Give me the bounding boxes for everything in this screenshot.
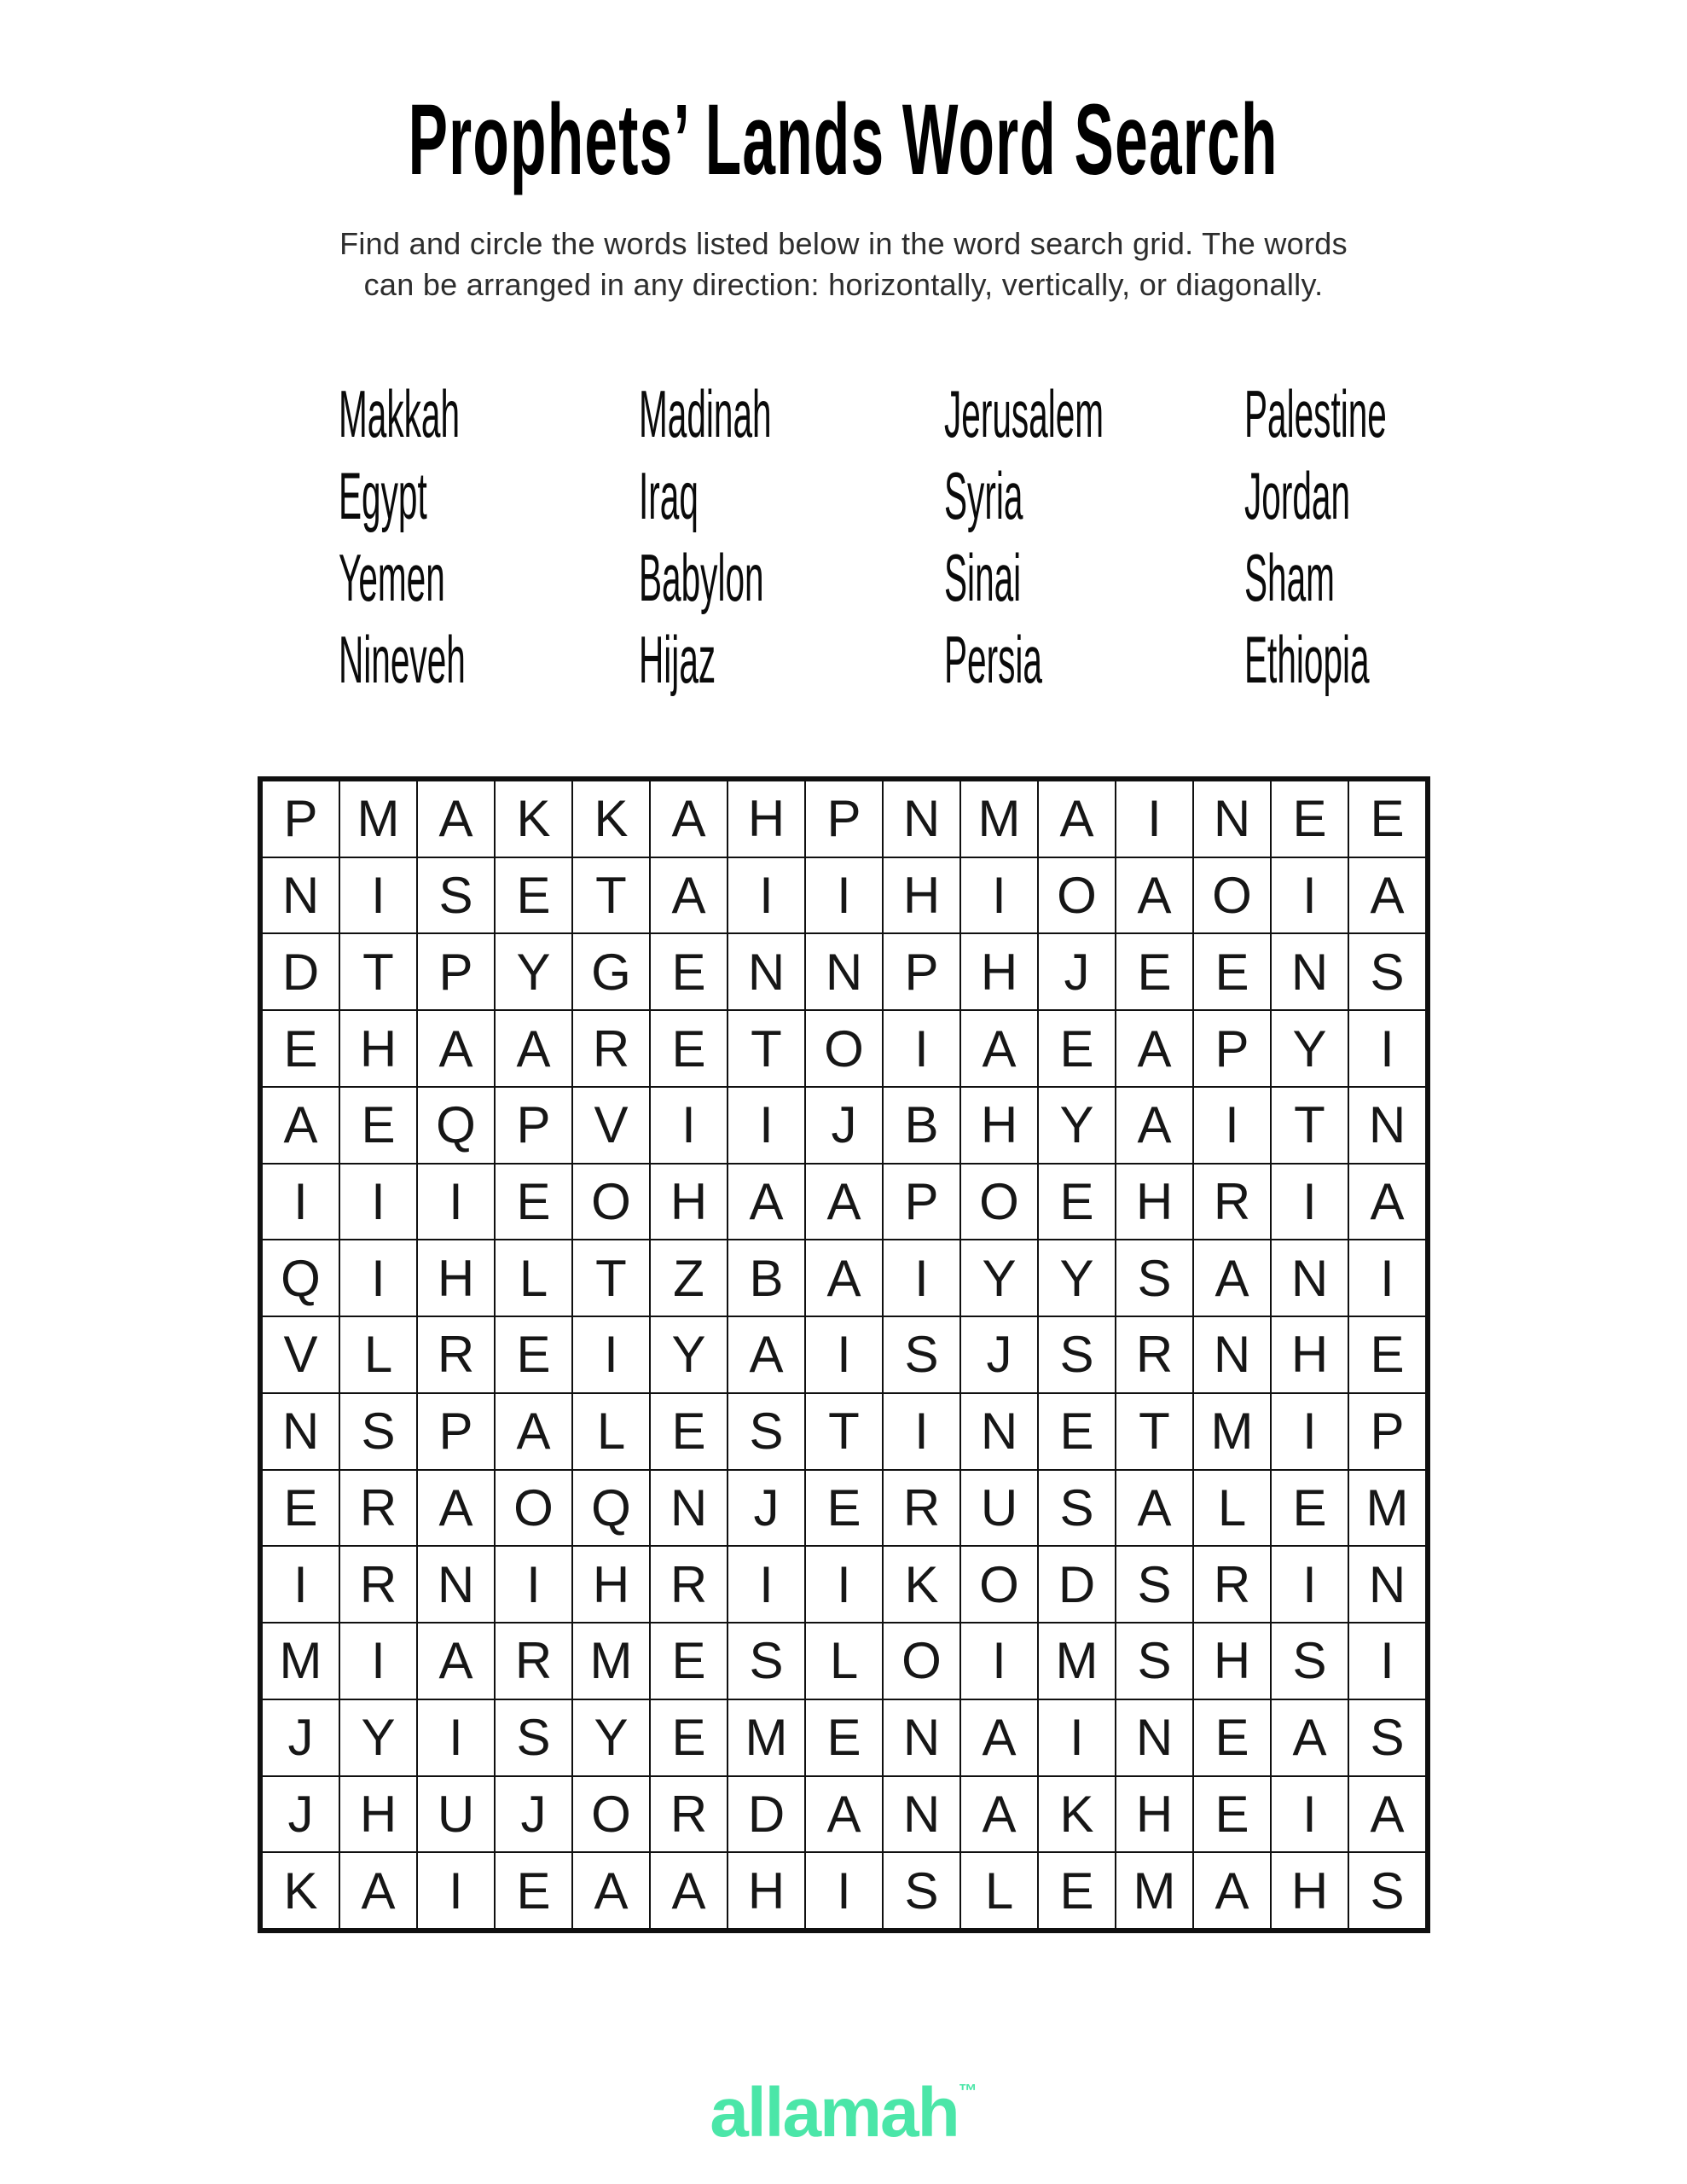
grid-cell: I bbox=[650, 1087, 728, 1164]
grid-cell: J bbox=[262, 1776, 339, 1853]
word-list-item-label: Egypt bbox=[339, 457, 427, 533]
grid-cell: R bbox=[1193, 1546, 1271, 1623]
word-column bbox=[1244, 373, 1518, 700]
grid-cell: S bbox=[1348, 1699, 1426, 1776]
word-list-item bbox=[339, 537, 583, 619]
grid-cell: Q bbox=[417, 1087, 495, 1164]
grid-cell: E bbox=[1038, 1164, 1116, 1240]
grid-cell: I bbox=[1348, 1623, 1426, 1699]
grid-cell: E bbox=[495, 1316, 572, 1393]
grid-cell: I bbox=[728, 857, 805, 934]
grid-cell: N bbox=[1193, 1316, 1271, 1393]
grid-cell: A bbox=[417, 1623, 495, 1699]
word-list-item-label: Babylon bbox=[639, 539, 764, 615]
grid-cell: N bbox=[1348, 1087, 1426, 1164]
grid-cell: I bbox=[728, 1546, 805, 1623]
grid-cell: Y bbox=[1271, 1010, 1348, 1087]
grid-cell: I bbox=[417, 1164, 495, 1240]
grid-cell: A bbox=[728, 1164, 805, 1240]
grid-cell: E bbox=[1348, 781, 1426, 857]
grid-cell: N bbox=[1193, 781, 1271, 857]
grid-cell: R bbox=[1116, 1316, 1193, 1393]
grid-cell: Y bbox=[495, 933, 572, 1010]
word-list-item bbox=[639, 537, 894, 619]
instructions bbox=[0, 224, 1687, 305]
grid-cell: N bbox=[728, 933, 805, 1010]
grid-cell: N bbox=[1271, 933, 1348, 1010]
grid-cell: E bbox=[1193, 933, 1271, 1010]
grid-cell: A bbox=[1193, 1240, 1271, 1316]
grid-cell: Y bbox=[1038, 1087, 1116, 1164]
grid-cell: E bbox=[1193, 1699, 1271, 1776]
grid-cell: N bbox=[1271, 1240, 1348, 1316]
grid-cell: N bbox=[883, 1699, 960, 1776]
grid-cell: I bbox=[960, 857, 1038, 934]
grid-cell: I bbox=[1348, 1240, 1426, 1316]
grid-cell: Z bbox=[650, 1240, 728, 1316]
grid-cell: E bbox=[1038, 1852, 1116, 1929]
grid-cell: A bbox=[417, 1470, 495, 1547]
word-list-item bbox=[639, 373, 894, 455]
grid-cell: I bbox=[728, 1087, 805, 1164]
grid-cell: H bbox=[1193, 1623, 1271, 1699]
grid-cell: M bbox=[1038, 1623, 1116, 1699]
grid-cell: A bbox=[1348, 1164, 1426, 1240]
grid-cell: P bbox=[417, 1393, 495, 1470]
grid-cell: I bbox=[1271, 1164, 1348, 1240]
grid-cell: T bbox=[339, 933, 417, 1010]
grid-cell: M bbox=[960, 781, 1038, 857]
grid-cell: A bbox=[805, 1240, 883, 1316]
word-search-grid bbox=[258, 776, 1430, 1933]
grid-cell: D bbox=[262, 933, 339, 1010]
grid-cell: A bbox=[805, 1776, 883, 1853]
grid-cell: J bbox=[1038, 933, 1116, 1010]
grid-cell: H bbox=[960, 1087, 1038, 1164]
word-list-item-label: Hijaz bbox=[639, 621, 716, 697]
word-list-item bbox=[1244, 619, 1518, 700]
grid-cell: E bbox=[495, 1164, 572, 1240]
grid-cell: N bbox=[960, 1393, 1038, 1470]
grid-cell: E bbox=[495, 857, 572, 934]
grid-cell: L bbox=[495, 1240, 572, 1316]
grid-cell: I bbox=[339, 857, 417, 934]
grid-cell: I bbox=[262, 1546, 339, 1623]
grid-cell: N bbox=[883, 781, 960, 857]
grid-cell: R bbox=[650, 1776, 728, 1853]
grid-cell: N bbox=[262, 1393, 339, 1470]
grid-cell: E bbox=[1193, 1776, 1271, 1853]
grid-cell: S bbox=[1348, 1852, 1426, 1929]
grid-cell: P bbox=[883, 933, 960, 1010]
grid-cell: D bbox=[1038, 1546, 1116, 1623]
grid-cell: T bbox=[728, 1010, 805, 1087]
grid-cell: I bbox=[1348, 1010, 1426, 1087]
grid-cell: E bbox=[1348, 1316, 1426, 1393]
grid-cell: P bbox=[1193, 1010, 1271, 1087]
grid-cell: G bbox=[572, 933, 650, 1010]
grid-cell: H bbox=[572, 1546, 650, 1623]
grid-cell: M bbox=[262, 1623, 339, 1699]
word-list-item bbox=[944, 537, 1251, 619]
grid-cell: S bbox=[1116, 1623, 1193, 1699]
grid-cell: Y bbox=[960, 1240, 1038, 1316]
grid-cell: S bbox=[1038, 1316, 1116, 1393]
grid-cell: O bbox=[960, 1546, 1038, 1623]
grid-cell: I bbox=[1116, 781, 1193, 857]
grid-cell: E bbox=[339, 1087, 417, 1164]
page-title-wrap bbox=[0, 82, 1687, 196]
grid-cell: V bbox=[572, 1087, 650, 1164]
grid-cell: L bbox=[339, 1316, 417, 1393]
grid-cell: M bbox=[572, 1623, 650, 1699]
grid-cell: O bbox=[495, 1470, 572, 1547]
grid-cell: V bbox=[262, 1316, 339, 1393]
grid-cell: E bbox=[495, 1852, 572, 1929]
grid-cell: I bbox=[1193, 1087, 1271, 1164]
word-list-item-label: Iraq bbox=[639, 457, 699, 533]
grid-cell: S bbox=[883, 1316, 960, 1393]
grid-cell: S bbox=[728, 1623, 805, 1699]
grid-cell: A bbox=[1038, 781, 1116, 857]
grid-cell: A bbox=[495, 1010, 572, 1087]
grid-cell: R bbox=[650, 1546, 728, 1623]
grid-cell: A bbox=[1193, 1852, 1271, 1929]
grid-cell: P bbox=[1348, 1393, 1426, 1470]
grid-cell: I bbox=[262, 1164, 339, 1240]
grid-cell: I bbox=[805, 1852, 883, 1929]
grid-cell: H bbox=[1271, 1852, 1348, 1929]
grid-cell: I bbox=[572, 1316, 650, 1393]
grid-cell: P bbox=[417, 933, 495, 1010]
word-list-item bbox=[944, 373, 1251, 455]
word-list-item-label: Syria bbox=[944, 457, 1023, 533]
grid-cell: A bbox=[960, 1699, 1038, 1776]
grid-cell: O bbox=[960, 1164, 1038, 1240]
grid-cell: A bbox=[650, 1852, 728, 1929]
grid-cell: H bbox=[960, 933, 1038, 1010]
grid-cell: K bbox=[572, 781, 650, 857]
grid-cell: N bbox=[417, 1546, 495, 1623]
grid-cell: B bbox=[883, 1087, 960, 1164]
grid-cell: E bbox=[262, 1470, 339, 1547]
grid-cell: H bbox=[1271, 1316, 1348, 1393]
grid-cell: L bbox=[805, 1623, 883, 1699]
grid-cell: I bbox=[883, 1240, 960, 1316]
grid-cell: I bbox=[339, 1164, 417, 1240]
grid-cell: A bbox=[805, 1164, 883, 1240]
grid-cell: H bbox=[883, 857, 960, 934]
grid-cell: I bbox=[883, 1393, 960, 1470]
grid-cell: R bbox=[1193, 1164, 1271, 1240]
grid-cell: K bbox=[883, 1546, 960, 1623]
grid-cell: I bbox=[495, 1546, 572, 1623]
grid-cell: M bbox=[339, 781, 417, 857]
word-list-item-label: Sinai bbox=[944, 539, 1022, 615]
grid-cell: I bbox=[339, 1240, 417, 1316]
grid-cell: L bbox=[572, 1393, 650, 1470]
word-list-item bbox=[339, 373, 583, 455]
grid-cell: E bbox=[650, 1699, 728, 1776]
grid-cell: I bbox=[1271, 857, 1348, 934]
grid-cell: K bbox=[262, 1852, 339, 1929]
grid-cell: S bbox=[883, 1852, 960, 1929]
grid-cell: R bbox=[417, 1316, 495, 1393]
grid-cell: H bbox=[339, 1776, 417, 1853]
word-list-item-label: Nineveh bbox=[339, 621, 466, 697]
word-list-item-label: Persia bbox=[944, 621, 1042, 697]
grid-cell: P bbox=[495, 1087, 572, 1164]
word-column bbox=[639, 373, 894, 700]
word-list-item-label: Jordan bbox=[1244, 457, 1351, 533]
grid-cell: K bbox=[1038, 1776, 1116, 1853]
grid-cell: H bbox=[1116, 1776, 1193, 1853]
grid-cell: N bbox=[262, 857, 339, 934]
grid-cell: Q bbox=[262, 1240, 339, 1316]
grid-cell: S bbox=[339, 1393, 417, 1470]
grid-cell: E bbox=[650, 1393, 728, 1470]
grid-cell: H bbox=[1116, 1164, 1193, 1240]
grid-cell: H bbox=[417, 1240, 495, 1316]
grid-cell: M bbox=[1193, 1393, 1271, 1470]
grid-cell: O bbox=[1193, 857, 1271, 934]
grid-cell: A bbox=[262, 1087, 339, 1164]
grid-cell: S bbox=[495, 1699, 572, 1776]
grid-cell: E bbox=[1271, 1470, 1348, 1547]
grid-cell: A bbox=[728, 1316, 805, 1393]
grid-cell: A bbox=[1348, 1776, 1426, 1853]
grid-cell: E bbox=[1038, 1010, 1116, 1087]
grid-cell: R bbox=[883, 1470, 960, 1547]
grid-cell: O bbox=[1038, 857, 1116, 934]
grid-cell: E bbox=[805, 1470, 883, 1547]
brand-logo-text: allamah bbox=[710, 2074, 959, 2152]
grid-cell: A bbox=[1116, 1087, 1193, 1164]
grid-cell: S bbox=[728, 1393, 805, 1470]
grid-cell: T bbox=[1271, 1087, 1348, 1164]
grid-cell: H bbox=[339, 1010, 417, 1087]
word-list-item bbox=[339, 619, 583, 700]
grid-cell: A bbox=[572, 1852, 650, 1929]
grid-cell: P bbox=[883, 1164, 960, 1240]
grid-cell: S bbox=[1116, 1240, 1193, 1316]
grid-cell: R bbox=[339, 1546, 417, 1623]
grid-cell: H bbox=[728, 781, 805, 857]
grid-cell: E bbox=[262, 1010, 339, 1087]
grid-cell: S bbox=[1038, 1470, 1116, 1547]
grid-cell: N bbox=[1116, 1699, 1193, 1776]
grid-cell: J bbox=[960, 1316, 1038, 1393]
grid-cell: A bbox=[339, 1852, 417, 1929]
grid-cell: I bbox=[417, 1699, 495, 1776]
word-list-item bbox=[1244, 373, 1518, 455]
word-column bbox=[944, 373, 1251, 700]
word-list-item-label: Sham bbox=[1244, 539, 1335, 615]
grid-cell: S bbox=[1116, 1546, 1193, 1623]
grid-cell: Y bbox=[572, 1699, 650, 1776]
grid-cell: A bbox=[960, 1776, 1038, 1853]
word-list-item bbox=[639, 455, 894, 537]
grid-cell: A bbox=[1348, 857, 1426, 934]
word-list-item bbox=[944, 455, 1251, 537]
grid-cell: I bbox=[960, 1623, 1038, 1699]
grid-cell: A bbox=[960, 1010, 1038, 1087]
grid-cell: T bbox=[1116, 1393, 1193, 1470]
grid-cell: I bbox=[805, 857, 883, 934]
grid-cell: P bbox=[805, 781, 883, 857]
grid-cell: R bbox=[495, 1623, 572, 1699]
grid-cell: O bbox=[805, 1010, 883, 1087]
instructions-line-1: Find and circle the words listed below in the word search grid. The words bbox=[339, 226, 1348, 261]
grid-cell: I bbox=[1271, 1776, 1348, 1853]
grid-cell: J bbox=[495, 1776, 572, 1853]
grid-cell: H bbox=[728, 1852, 805, 1929]
brand-logo bbox=[0, 2073, 1687, 2153]
grid-cell: J bbox=[728, 1470, 805, 1547]
grid-cell: A bbox=[495, 1393, 572, 1470]
grid-cell: B bbox=[728, 1240, 805, 1316]
word-list-item bbox=[944, 619, 1251, 700]
grid-cell: I bbox=[1271, 1546, 1348, 1623]
grid-cell: S bbox=[1271, 1623, 1348, 1699]
word-list-item-label: Madinah bbox=[639, 375, 772, 451]
grid-cell: S bbox=[1348, 933, 1426, 1010]
grid-cell: M bbox=[1348, 1470, 1426, 1547]
grid-cell: U bbox=[417, 1776, 495, 1853]
grid-cell: N bbox=[805, 933, 883, 1010]
instructions-line-2: can be arranged in any direction: horizontally, vertically, or diagonally. bbox=[363, 267, 1324, 302]
word-column bbox=[339, 373, 583, 700]
grid-cell: E bbox=[1271, 781, 1348, 857]
tm-mark: ™ bbox=[958, 2080, 977, 2101]
grid-cell: L bbox=[1193, 1470, 1271, 1547]
grid-cell: H bbox=[650, 1164, 728, 1240]
grid-cell: E bbox=[1116, 933, 1193, 1010]
grid-cell: T bbox=[572, 857, 650, 934]
word-list-item-label: Ethiopia bbox=[1244, 621, 1370, 697]
word-list-item-label: Yemen bbox=[339, 539, 445, 615]
word-list-item-label: Jerusalem bbox=[944, 375, 1104, 451]
grid-cell: M bbox=[1116, 1852, 1193, 1929]
word-list-item bbox=[339, 455, 583, 537]
grid-cell: P bbox=[262, 781, 339, 857]
grid-cell: E bbox=[650, 1010, 728, 1087]
grid-cell: E bbox=[650, 1623, 728, 1699]
grid-cell: I bbox=[805, 1546, 883, 1623]
grid-cell: O bbox=[883, 1623, 960, 1699]
grid-cell: Y bbox=[650, 1316, 728, 1393]
grid-cell: A bbox=[417, 781, 495, 857]
grid-cell: T bbox=[805, 1393, 883, 1470]
grid-cell: I bbox=[1271, 1393, 1348, 1470]
grid-cell: A bbox=[417, 1010, 495, 1087]
grid-cell: N bbox=[650, 1470, 728, 1547]
word-list-item bbox=[639, 619, 894, 700]
grid-cell: I bbox=[1038, 1699, 1116, 1776]
grid-cell: A bbox=[1116, 1010, 1193, 1087]
grid-cell: N bbox=[883, 1776, 960, 1853]
word-list-item bbox=[1244, 455, 1518, 537]
grid-cell: R bbox=[572, 1010, 650, 1087]
grid-cell: I bbox=[417, 1852, 495, 1929]
grid-cell: A bbox=[1271, 1699, 1348, 1776]
grid-cell: O bbox=[572, 1164, 650, 1240]
grid-cell: S bbox=[417, 857, 495, 934]
grid-cell: Y bbox=[1038, 1240, 1116, 1316]
grid-cell: A bbox=[1116, 857, 1193, 934]
grid-cell: R bbox=[339, 1470, 417, 1547]
grid-cell: J bbox=[805, 1087, 883, 1164]
page-title: Prophets’ Lands Word Search bbox=[408, 84, 1279, 196]
grid-cell: A bbox=[650, 857, 728, 934]
word-list-item-label: Palestine bbox=[1244, 375, 1387, 451]
grid-cell: E bbox=[1038, 1393, 1116, 1470]
grid-cell: N bbox=[1348, 1546, 1426, 1623]
grid-cell: K bbox=[495, 781, 572, 857]
grid-cell: D bbox=[728, 1776, 805, 1853]
grid-cell: I bbox=[339, 1623, 417, 1699]
word-list bbox=[0, 373, 1687, 707]
grid-cell: U bbox=[960, 1470, 1038, 1547]
grid-cell: M bbox=[728, 1699, 805, 1776]
grid-cell: A bbox=[1116, 1470, 1193, 1547]
grid-cell: Y bbox=[339, 1699, 417, 1776]
grid-cell: E bbox=[650, 933, 728, 1010]
word-list-item bbox=[1244, 537, 1518, 619]
grid-cell: Q bbox=[572, 1470, 650, 1547]
grid-cell: O bbox=[572, 1776, 650, 1853]
grid-cell: J bbox=[262, 1699, 339, 1776]
grid-cell: E bbox=[805, 1699, 883, 1776]
grid-cell: L bbox=[960, 1852, 1038, 1929]
word-list-item-label: Makkah bbox=[339, 375, 461, 451]
grid-cell: T bbox=[572, 1240, 650, 1316]
grid-cell: I bbox=[805, 1316, 883, 1393]
grid-cell: A bbox=[650, 781, 728, 857]
grid-cell: I bbox=[883, 1010, 960, 1087]
